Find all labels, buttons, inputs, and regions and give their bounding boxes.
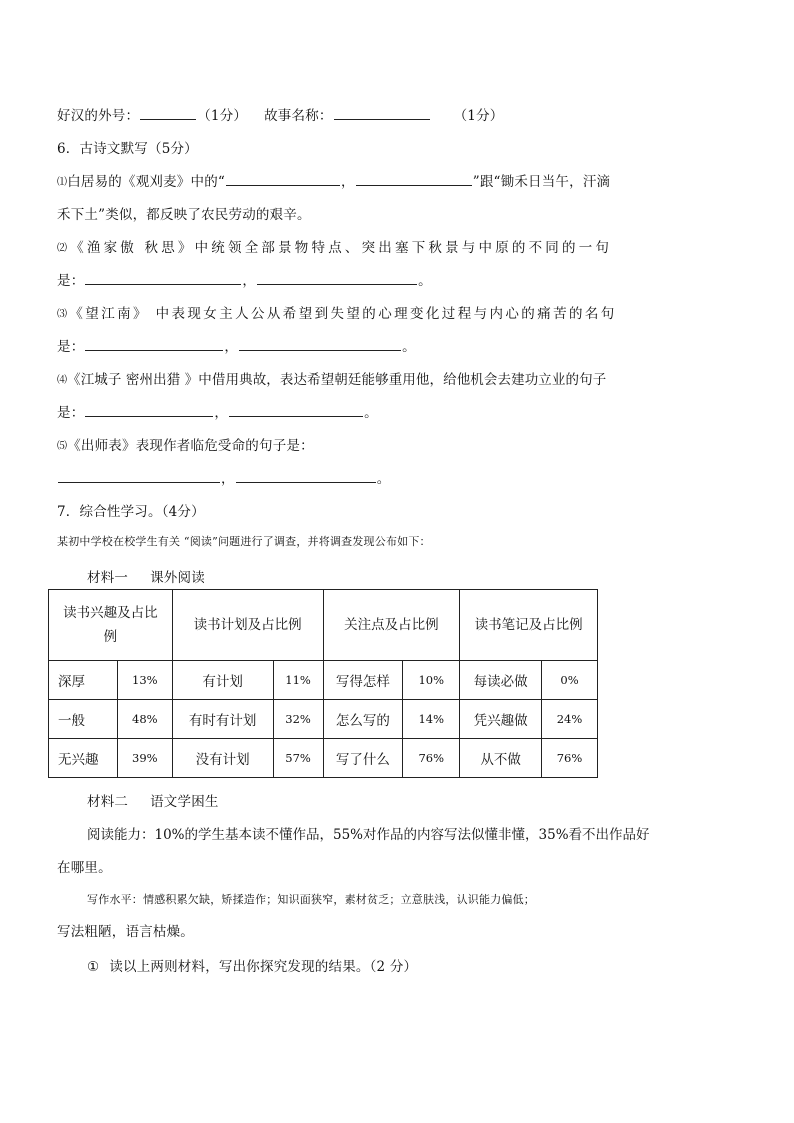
answer-blank[interactable] (58, 470, 220, 483)
comma: ， (242, 273, 257, 289)
table-cell: 深厚 (49, 661, 118, 700)
comma: ， (224, 339, 239, 355)
item-text: 是： (57, 339, 85, 355)
material-title: 课外阅读 (150, 570, 205, 586)
item-number: ⑵ (57, 243, 71, 254)
table-cell: 13% (117, 661, 172, 700)
item-text: 是： (57, 273, 85, 289)
writing-level-text: 写作水平：情感积累欠缺，矫揉造作；知识面狭窄，素材贫乏；立意肤浅，认识能力偏低； (87, 893, 535, 906)
table-cell: 57% (273, 739, 323, 778)
answer-blank[interactable] (85, 338, 223, 351)
score-label: （1分） (197, 108, 248, 124)
subquestion-number: ① (87, 959, 100, 975)
table-header-row (49, 590, 598, 661)
table-cell: 39% (117, 739, 172, 778)
table-cell: 0% (542, 661, 598, 700)
item-text: 《出师表》表现作者临危受命的句子是： (67, 438, 314, 454)
table-row (49, 661, 598, 700)
q7-intro: 某初中学校在校学生有关 “阅读”问题进行了调查，并将调查发现公布如下： (57, 535, 431, 548)
table-cell: 凭兴趣做 (460, 700, 542, 739)
table-cell: 每读必做 (460, 661, 542, 700)
writing-level-text-cont: 写法粗陋，语言枯燥。 (57, 924, 194, 940)
column-header: 读书兴趣及占比例 (49, 590, 173, 661)
column-header: 关注点及占比例 (323, 590, 460, 661)
table-row (49, 700, 598, 739)
answer-blank[interactable] (236, 470, 376, 483)
answer-blank[interactable] (226, 173, 340, 186)
story-blank[interactable] (334, 107, 430, 120)
column-header: 读书计划及占比例 (172, 590, 323, 661)
q6-item-5 (57, 434, 314, 454)
item-number: ⑸ (57, 441, 68, 452)
q7-title: 7．综合性学习。（4分） (57, 504, 205, 520)
answer-blank[interactable] (239, 338, 401, 351)
period: 。 (402, 339, 416, 355)
item-number: ⑶ (57, 309, 70, 320)
table-cell: 写得怎样 (323, 661, 403, 700)
q6-item-5-answer (57, 467, 390, 487)
nickname-label: 好汉的外号： (57, 108, 140, 124)
item-text: ”跟“锄禾日当午，汗滴 (472, 174, 611, 190)
q7-subquestion-1 (87, 955, 417, 975)
q6-item-4 (57, 368, 606, 388)
q6-title: 6．古诗文默写（5分） (57, 141, 198, 157)
q6-item-3-answer (57, 335, 416, 355)
q6-item-4-answer (57, 401, 378, 421)
table-cell: 10% (403, 661, 460, 700)
table-cell: 76% (403, 739, 460, 778)
column-header: 读书笔记及占比例 (460, 590, 598, 661)
q5-answer-line (57, 104, 503, 124)
table-cell: 76% (542, 739, 598, 778)
table-cell: 从不做 (460, 739, 542, 778)
table-cell: 无兴趣 (49, 739, 118, 778)
item-number: ⑴ (57, 177, 68, 188)
comma: ， (341, 174, 355, 190)
reading-ability-text-cont: 在哪里。 (57, 860, 112, 876)
item-text: 白居易的《观刈麦》中的“ (67, 174, 226, 190)
table-cell: 14% (403, 700, 460, 739)
period: 。 (376, 471, 391, 487)
table-cell: 写了什么 (323, 739, 403, 778)
q6-item-2 (57, 236, 612, 256)
table-cell: 一般 (49, 700, 118, 739)
answer-blank[interactable] (257, 272, 417, 285)
item-text-cont: 禾下土”类似，都反映了农民劳动的艰辛。 (57, 207, 311, 223)
item-text: 《渔家傲 秋思》中统领全部景物特点、突出塞下秋景与中原的不同的一句 (70, 240, 613, 256)
story-label: 故事名称： (264, 108, 333, 124)
answer-blank[interactable] (85, 404, 213, 417)
comma: ， (214, 405, 229, 421)
nickname-blank[interactable] (140, 107, 196, 120)
table-cell: 有计划 (172, 661, 273, 700)
period: 。 (418, 273, 432, 289)
subquestion-text: 读以上两则材料，写出你探究发现的结果。（2 分） (109, 959, 418, 975)
score-label: （1分） (453, 108, 504, 124)
table-cell: 24% (542, 700, 598, 739)
material-title: 语文学困生 (150, 794, 219, 810)
material1-heading (87, 566, 205, 586)
period: 。 (364, 405, 378, 421)
q6-item-3 (57, 302, 617, 322)
item-number: ⑷ (57, 375, 68, 386)
q6-item-1 (57, 170, 610, 190)
answer-blank[interactable] (85, 272, 241, 285)
item-text: 是： (57, 405, 85, 421)
item-text: 《江城子 密州出猎 》中借用典故，表达希望朝廷能够重用他，给他机会去建功立业的句子 (67, 372, 607, 388)
table-cell: 没有计划 (172, 739, 273, 778)
table-row (49, 739, 598, 778)
item-text: 《望江南》 中表现女主人公从希望到失望的心理变化过程与内心的痛苦的名句 (69, 306, 617, 322)
table-cell: 怎么写的 (323, 700, 403, 739)
material-label: 材料一 (87, 570, 129, 586)
table-cell: 有时有计划 (172, 700, 273, 739)
comma: ， (221, 471, 235, 487)
table-cell: 32% (273, 700, 323, 739)
q6-item-2-answer (57, 269, 432, 289)
survey-table (48, 589, 598, 778)
table-cell: 48% (117, 700, 172, 739)
answer-blank[interactable] (356, 173, 472, 186)
reading-ability-text: 阅读能力：10%的学生基本读不懂作品，55%对作品的内容写法似懂非懂，35%看不出作品好 (87, 827, 650, 843)
answer-blank[interactable] (229, 404, 363, 417)
material-label: 材料二 (87, 794, 129, 810)
table-cell: 11% (273, 661, 323, 700)
material2-heading (87, 790, 219, 810)
